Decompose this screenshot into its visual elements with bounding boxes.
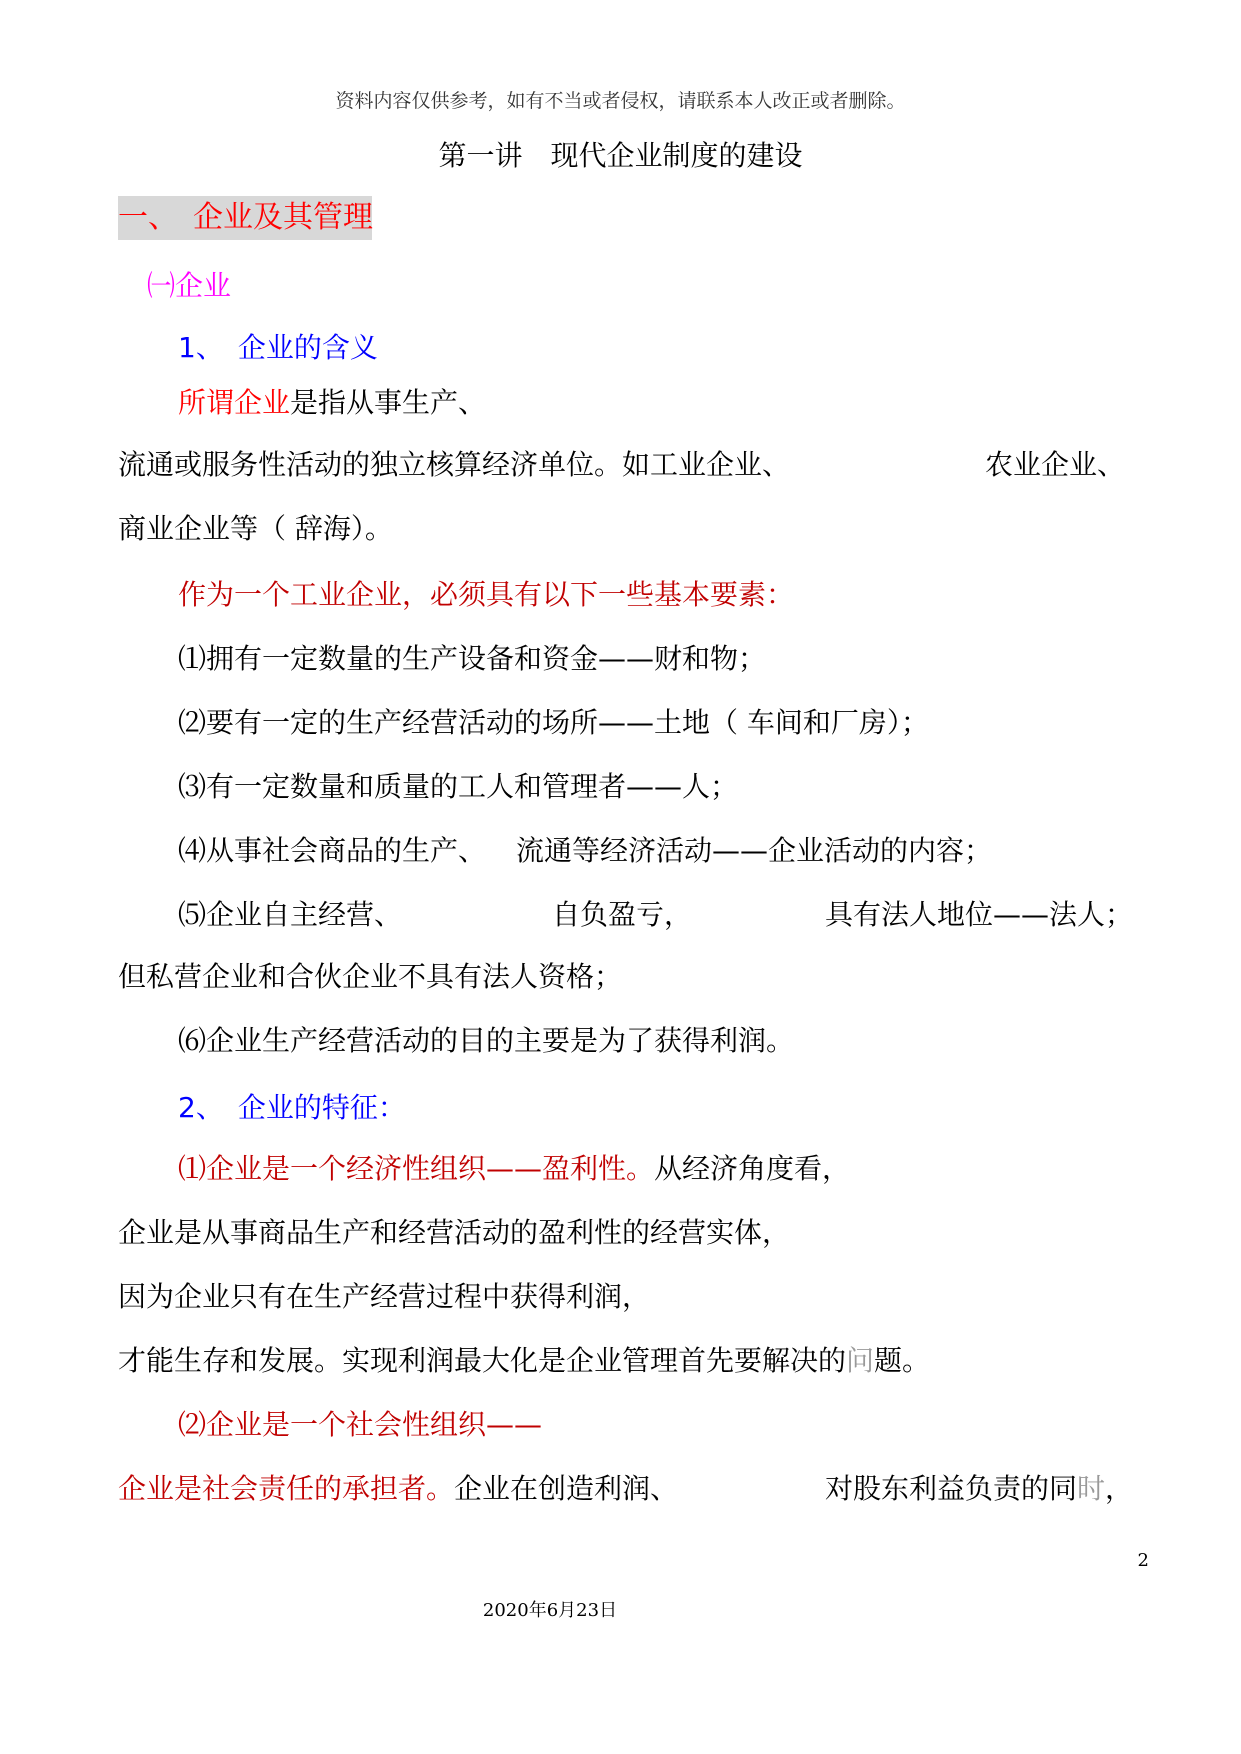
disclaimer-header: 资料内容仅供参考，如有不当或者侵权，请联系本人改正或者删除。 (335, 90, 906, 112)
feature-1-line-4-grey: 问 (846, 1344, 875, 1377)
feature-1-text: 从经济角度看， (654, 1152, 851, 1185)
element-4b: 流通等经济活动——企业活动的内容； (516, 834, 993, 867)
feature-1-line-2: 企业是从事商品生产和经营活动的盈利性的经营实体， (118, 1216, 791, 1249)
feature-2-emphasis: 企业是社会责任的承担者。 (118, 1472, 455, 1505)
item-heading-meaning: 1、 企业的含义 (178, 331, 378, 364)
feature-1-line-4 (118, 1342, 930, 1380)
page-title: 第一讲 现代企业制度的建设 (438, 139, 803, 172)
definition-term: 所谓企业 (178, 386, 291, 419)
feature-2-line-2b (825, 1470, 1133, 1508)
elements-intro: 作为一个工业企业，必须具有以下一些基本要素： (178, 578, 795, 611)
definition-line-3: 商业企业等（ 辞海）。 (118, 512, 393, 545)
element-1: ⑴拥有一定数量的生产设备和资金——财和物； (178, 642, 767, 675)
feature-2-comma: ， (1105, 1472, 1134, 1505)
element-5c: 具有法人地位——法人； (825, 898, 1134, 931)
feature-2-text: 企业在创造利润、 (454, 1472, 679, 1505)
footer-date: 2020年6月23日 (482, 1600, 618, 1621)
feature-1-line-1 (178, 1150, 850, 1188)
feature-2-grey: 时 (1077, 1472, 1106, 1505)
page-number: 2 (1137, 1550, 1149, 1571)
feature-2-text-b: 对股东利益负责的同 (825, 1472, 1078, 1505)
feature-1-line-4-end: 题。 (874, 1344, 931, 1377)
feature-2-line-2a (118, 1470, 678, 1508)
section-heading-1: 一、 企业及其管理 (118, 196, 372, 240)
element-5b: 自负盈亏， (552, 898, 693, 931)
element-4a: ⑷从事社会商品的生产、 (178, 834, 487, 867)
definition-line-2b: 农业企业、 (985, 448, 1126, 481)
feature-1-title: ⑴企业是一个经济性组织——盈利性。 (178, 1152, 655, 1185)
feature-2-title: ⑵企业是一个社会性组织—— (178, 1408, 543, 1441)
feature-1-line-4-text: 才能生存和发展。实现利润最大化是企业管理首先要解决的 (118, 1344, 847, 1377)
definition-text: 是指从事生产、 (290, 386, 487, 419)
subsection-heading-enterprise: ㈠企业 (147, 269, 232, 302)
element-2: ⑵要有一定的生产经营活动的场所——土地（ 车间和厂房）； (178, 706, 929, 739)
item-heading-features: 2、 企业的特征： (178, 1091, 406, 1124)
definition-line-1 (178, 384, 486, 422)
element-6: ⑹企业生产经营活动的目的主要是为了获得利润。 (178, 1024, 795, 1057)
element-5d: 但私营企业和合伙企业不具有法人资格； (118, 960, 623, 993)
definition-line-2a: 流通或服务性活动的独立核算经济单位。如工业企业、 (118, 448, 791, 481)
element-5a: ⑸企业自主经营、 (178, 898, 403, 931)
feature-1-line-3: 因为企业只有在生产经营过程中获得利润， (118, 1280, 651, 1313)
element-3: ⑶有一定数量和质量的工人和管理者——人； (178, 770, 739, 803)
